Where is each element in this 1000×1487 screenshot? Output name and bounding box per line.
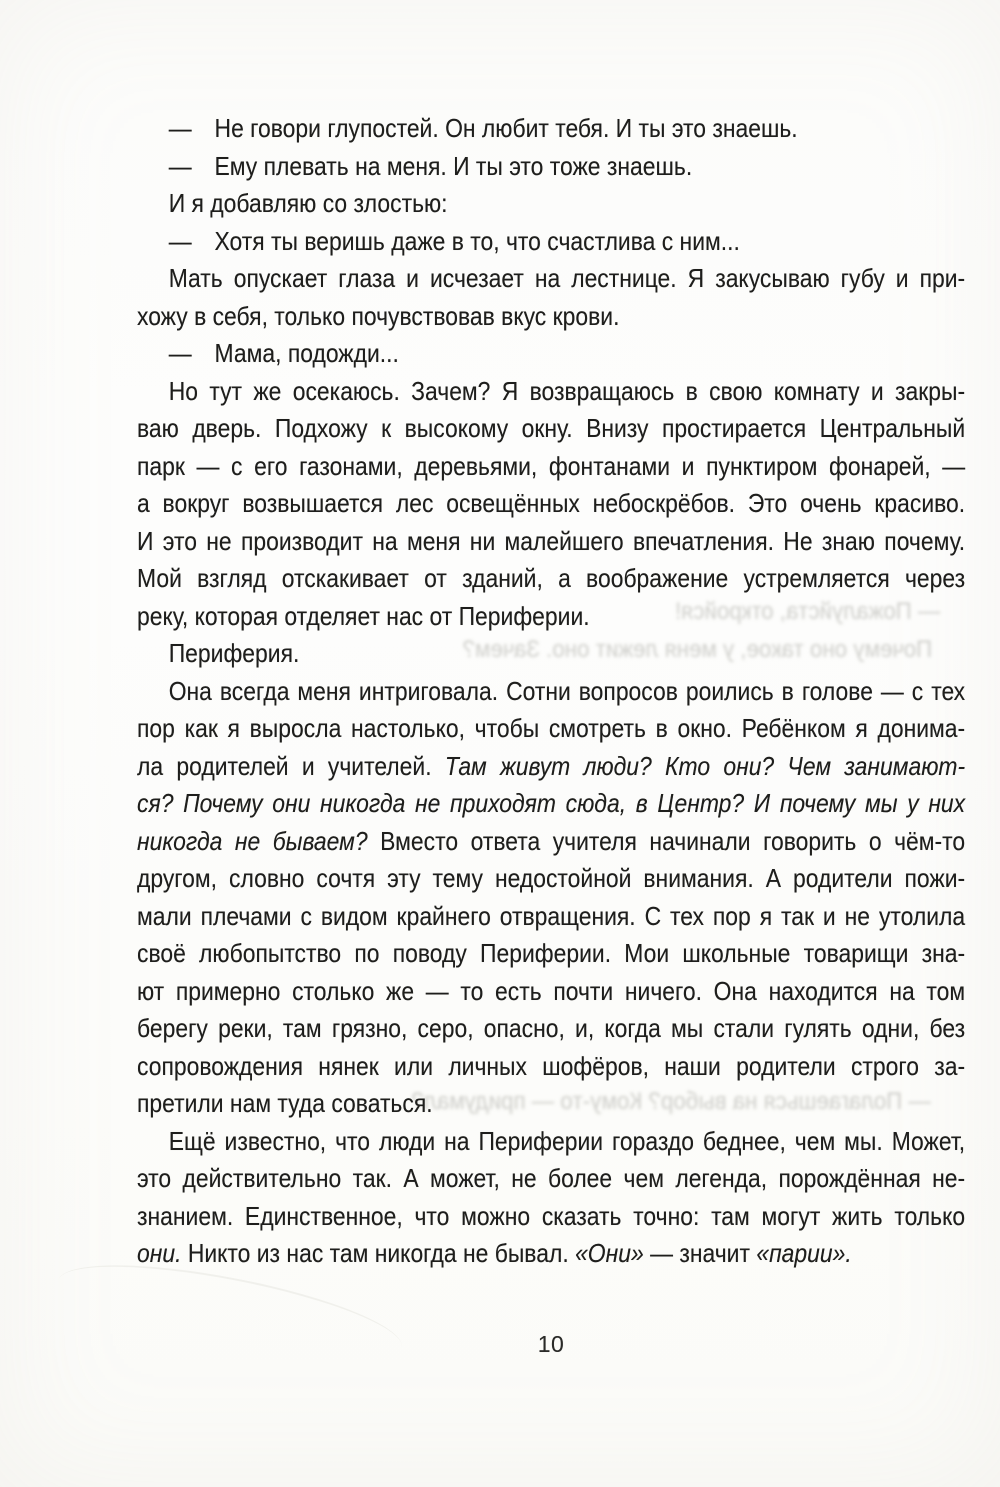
text-line [137,935,965,973]
text-segment: — значит [643,1238,757,1268]
bleedthrough-text: — Полагаешься на выбор? Кому-то — придумал? [411,1088,931,1115]
text-segment: — Мама, подожди... [168,338,399,368]
text-line [137,373,965,411]
text-segment: мали плечами с видом крайнего отвращения. С тех пор я так и не утолила [137,900,966,931]
text-line [137,523,965,561]
text-line [137,1198,965,1236]
text-segment-italic: они. [137,1238,182,1268]
text-segment: пор как я выросла настолько, чтобы смотреть в окно. Ребёнком я донима- [137,713,966,743]
text-segment: И это не производит на меня ни малейшего впечатления. Не знаю почему. [137,525,966,556]
text-line [137,298,965,336]
text-line [137,973,965,1011]
text-segment: — Ему плевать на меня. И ты это тоже знаешь. [168,150,693,181]
bleedthrough-text: — Пожалуйста, откройся! [674,598,941,625]
text-segment: И я добавляю со злостью: [168,188,448,218]
text-line [137,410,965,448]
text-segment: а вокруг возвышается лес освещённых небоскрёбов. Это очень красиво. [137,488,966,518]
text-segment: Мой взгляд отскакивает от зданий, а воображение устремляется через [137,563,966,593]
text-segment: другом, словно сочтя эту тему недостойной внимания. А родители пожи- [137,863,966,893]
text-segment: реку, которая отделяет нас от Периферии. [137,600,590,631]
text-segment: парк — с его газонами, деревьями, фонтанами и пунктиром фонарей, — [137,450,966,481]
text-block [137,110,1000,1273]
text-segment: хожу в себя, только почувствовав вкус крови. [137,300,620,331]
text-line [137,1010,965,1048]
text-line [137,1160,965,1198]
text-segment: ваю дверь. Подхожу к высокому окну. Внизу простирается Центральный [137,413,966,443]
text-line [137,448,965,486]
text-line [137,860,965,898]
text-line [137,748,965,786]
text-line [137,673,965,711]
text-segment: — Хотя ты веришь даже в то, что счастлива с ним... [168,225,740,256]
text-line [137,148,965,186]
text-line [137,823,965,861]
text-line [137,560,965,598]
text-segment: сопровождения нянек или личных шофёров, наши родители строго за- [137,1050,966,1081]
text-line [137,635,965,673]
text-segment: — Не говори глупостей. Он любит тебя. И ты это знаешь. [168,113,798,143]
text-line [137,1235,965,1273]
text-line [137,598,965,636]
text-segment: ла родителей и учителей. [137,750,445,781]
text-segment-italic: Там живут люди? Кто они? Чем занимают- [444,750,966,781]
text-segment-italic: «парии». [756,1238,852,1268]
text-segment: претили нам туда соваться. [137,1088,433,1118]
text-line [137,1048,965,1086]
text-line [137,1085,965,1123]
text-segment: Но тут же осекаюсь. Зачем? Я возвращаюсь в свою комнату и закры- [168,375,966,406]
text-line [137,898,965,936]
text-line [137,335,965,373]
text-line [137,710,965,748]
text-segment: Периферия. [168,638,300,668]
text-segment: берегу реки, там грязно, серо, опасно, и, когда мы стали гулять одни, без [137,1013,966,1043]
text-segment: своё любопытство по поводу Периферии. Мои школьные товарищи зна- [137,938,966,968]
page-number: 10 [537,1331,565,1357]
text-segment: Она всегда меня интриговала. Сотни вопросов роились в голове — с тех [168,675,966,706]
text-line [137,223,965,261]
text-line [137,260,965,298]
text-line [137,110,965,148]
text-segment: Ещё известно, что люди на Периферии гораздо беднее, чем мы. Может, [168,1125,966,1156]
text-segment: Мать опускает глаза и исчезает на лестнице. Я закусываю губу и при- [168,263,966,293]
text-segment: это действительно так. А может, не более чем легенда, порождённая не- [137,1163,966,1193]
text-line [137,1123,965,1161]
text-line [137,785,965,823]
text-segment: Вместо ответа учителя начинали говорить о чём-то [367,825,966,856]
text-line [137,185,965,223]
text-segment-italic: никогда не бываем? [137,825,368,856]
text-segment: знанием. Единственное, что можно сказать точно: там могут жить только [137,1200,966,1231]
text-segment: ют примерно столько же — то есть почти ничего. Она находится на том [137,975,966,1006]
text-segment: Никто из нас там никогда не бывал. [181,1238,576,1268]
text-line [137,485,965,523]
text-segment-italic: «Они» [575,1238,644,1268]
text-segment-italic: ся? Почему они никогда не приходят сюда, в Центр? И почему мы у них [137,788,966,818]
bleedthrough-text: Почему оно такое, у меня лежит оно. Зачем? [462,636,933,663]
